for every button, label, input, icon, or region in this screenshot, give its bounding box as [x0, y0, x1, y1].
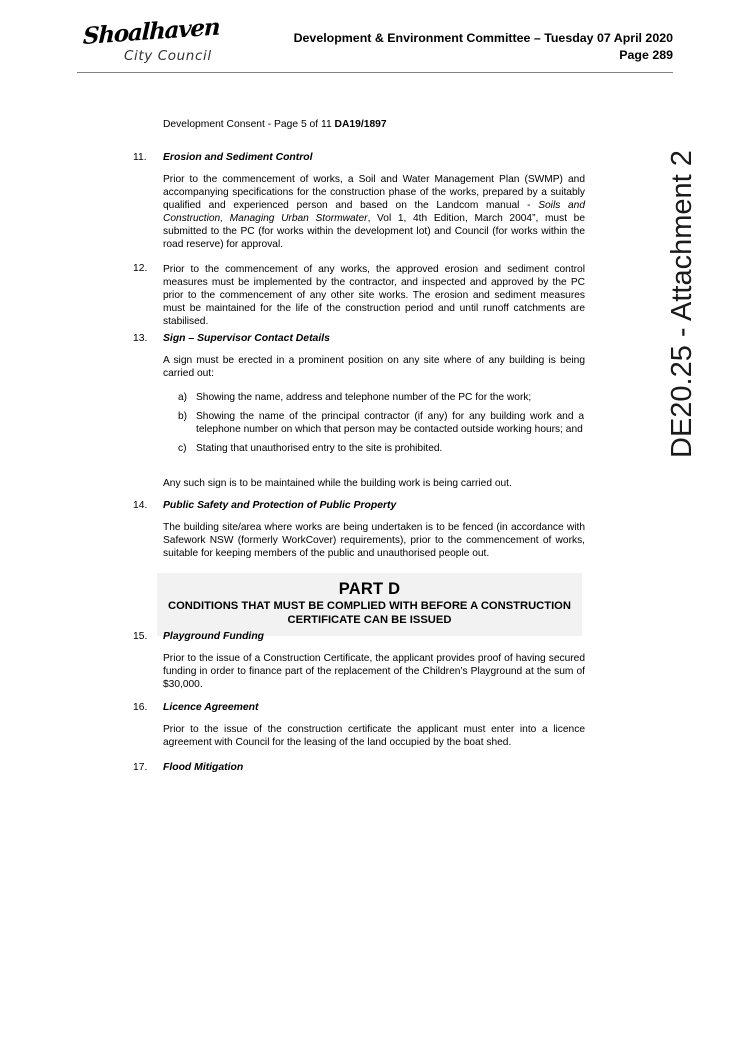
item-paragraph: Prior to the issue of the construction certificate the applicant must enter into a licence agreement with Council for the leasing of the land occupied by the boat shed. — [163, 724, 585, 749]
condition-item-13 — [133, 333, 585, 380]
attachment-side-label: DE20.25 - Attachment 2 — [666, 150, 698, 458]
logo-wordmark-icon: Shoalhaven — [82, 13, 220, 51]
item-title: Sign – Supervisor Contact Details — [163, 333, 330, 344]
list-item — [178, 391, 584, 404]
item-title: Playground Funding — [163, 631, 265, 642]
consent-reference-number: DA19/1897 — [334, 119, 387, 130]
paragraph-segment-italic: Soils and Construction, Managing Urban Stormwater — [163, 200, 585, 225]
item-number: 11. — [133, 152, 147, 163]
list-item-marker: b) — [178, 411, 188, 423]
shoalhaven-city-council-logo — [77, 13, 237, 68]
item-title: Licence Agreement — [163, 702, 259, 713]
list-item-text: Showing the name of the principal contractor (if any) for any building work and a telephone number on which that person may be contacted outside working hours; and — [196, 411, 584, 436]
item-number: 17. — [133, 762, 148, 773]
condition-item-14 — [133, 500, 585, 560]
condition-item-17 — [133, 762, 585, 773]
condition-item-13-closing: Any such sign is to be maintained while the building work is being carried out. — [163, 478, 512, 489]
consent-line-prefix: Development Consent - Page 5 of 11 — [163, 119, 335, 130]
header-committee-title: Development & Environment Committee – Tuesday 07 April 2020 — [293, 31, 673, 45]
condition-item-11 — [133, 152, 585, 252]
part-d-banner — [157, 573, 582, 636]
condition-item-12 — [133, 263, 585, 328]
part-d-subtitle: CONDITIONS THAT MUST BE COMPLIED WITH BEFORE A CONSTRUCTION CERTIFICATE CAN BE ISSUED — [168, 600, 571, 626]
item-paragraph: Prior to the commencement of any works, the approved erosion and sediment control measures must be implemented by the contractor, and inspected and approved by the PC prior to the commencement of any other site works. The erosion and sediment measures must be maintained for the life of the construction period and until runoff catchments are stabilised. — [163, 264, 585, 328]
consent-reference-line — [163, 119, 387, 130]
page-header — [77, 13, 673, 70]
paragraph-segment-pre: Prior to the commencement of works, a Soil and Water Management Plan (SWMP) and accompanying specifications for the construction phase of the works, prepared by a suitably qualified and experienced person and based on the Landcom manual - — [163, 174, 585, 212]
part-d-title: PART D — [338, 580, 401, 598]
item-number: 12. — [133, 263, 148, 274]
item-title: Flood Mitigation — [163, 762, 244, 773]
list-item-marker: c) — [178, 443, 187, 455]
item-paragraph: The building site/area where works are being undertaken is to be fenced (in accordance with Safework NSW (formerly WorkCover) requirements), prior to the commencement of works, suitable for keeping members of the public and unauthorised people out. — [163, 522, 585, 560]
item-title: Erosion and Sediment Control — [163, 152, 313, 163]
condition-item-15 — [133, 631, 585, 691]
list-item-text: Showing the name, address and telephone number of the PC for the work; — [196, 392, 532, 403]
list-item — [178, 442, 584, 455]
item-number: 14. — [133, 500, 148, 511]
list-item-marker: a) — [178, 392, 188, 403]
item-paragraph: A sign must be erected in a prominent position on any site where of any building is being carried out: — [163, 355, 585, 380]
item-number: 13. — [133, 333, 148, 344]
logo-subtitle: City Council — [124, 48, 212, 64]
condition-item-13-sub-list — [178, 391, 584, 455]
header-title-block — [243, 30, 673, 64]
item-title: Public Safety and Protection of Public Property — [163, 500, 397, 511]
header-divider — [77, 72, 673, 73]
condition-item-16 — [133, 702, 585, 749]
list-item-text: Stating that unauthorised entry to the site is prohibited. — [196, 443, 443, 455]
item-paragraph: Prior to the issue of a Construction Certificate, the applicant provides proof of having secured funding in order to finance part of the replacement of the Children’s Playground at the sum of $30,000. — [163, 653, 585, 691]
item-number: 16. — [133, 702, 148, 713]
paragraph-segment-post: , Vol 1, 4th Edition, March 2004”, must be submitted to the PC (for works within the development lot) and Council (for works within the road reserve) for approval. — [163, 213, 586, 251]
header-page-number: Page 289 — [619, 48, 673, 62]
item-paragraph — [163, 173, 585, 252]
list-item — [178, 410, 584, 436]
item-number: 15. — [133, 631, 148, 642]
